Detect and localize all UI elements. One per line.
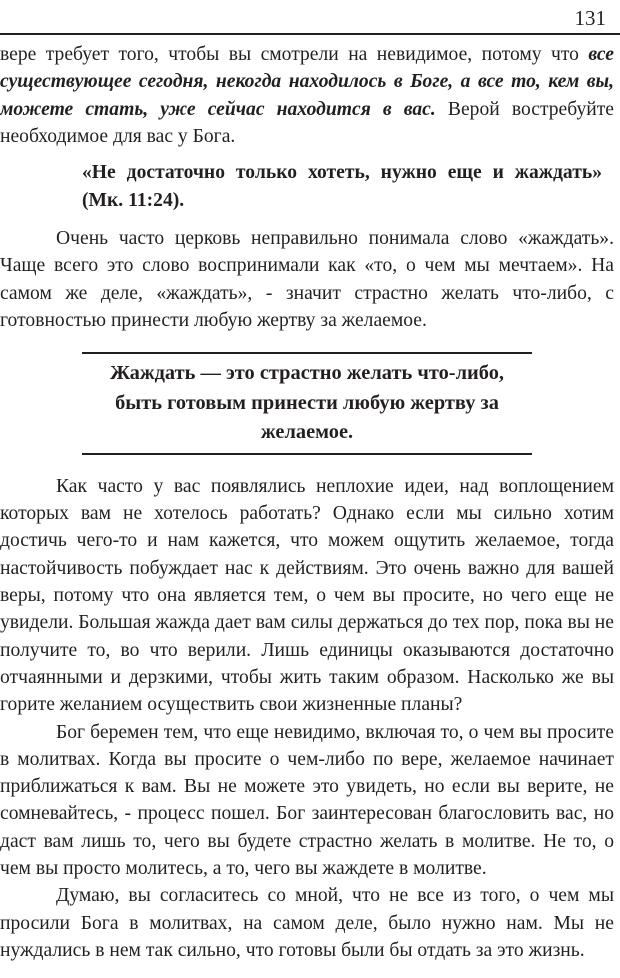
callout-line-2: быть готовым принести любую жертву за bbox=[115, 391, 499, 414]
header-rule bbox=[0, 33, 620, 35]
page-body bbox=[0, 41, 614, 964]
page-number: 131 bbox=[574, 6, 606, 30]
callout-line-3: желаемое. bbox=[260, 421, 354, 444]
paragraph-intro-lead: вере требует того, чтобы вы смотрели на невидимое, потому что bbox=[0, 44, 589, 65]
paragraph-church: Очень часто церковь неправильно понимала слово «жаждать». Чаще всего это слово воспринимали как «то, о чем мы мечтаем». На самом же деле, «жаждать», - значит страстно желать что-либо, с готовностью принести любую жертву за желаемое. bbox=[0, 228, 614, 332]
paragraph-god: Бог беремен тем, что еще невидимо, включая то, о чем вы просите в молитвах. Когда вы просите о чем-либо по вере, желаемое начинает приближаться к вам. Вы не можете это увидеть, но если вы верите, не сомневайтесь, - процесс пошел. Бог заинтересован благословить вас, но даст вам лишь то, чего вы будете страстно желать в молитве. Не то, о чем вы просто молитесь, а то, чего вы жаждете в молитве. bbox=[0, 721, 614, 880]
paragraph-intro-tail: Верой востребуйте необходимое для вас у Бога. bbox=[0, 98, 615, 147]
scripture-quote: «Не достаточно только хотеть, нужно еще и жаждать» (Мк. 11:24). bbox=[82, 162, 602, 212]
callout-line-1: Жаждать — это страстно желать что-либо, bbox=[109, 362, 505, 385]
callout-box bbox=[82, 352, 532, 455]
paragraph-agree: Думаю, вы согласитесь со мной, что не все из того, о чем мы просили Бога в молитвах, на самом деле, было нужно нам. Мы не нуждались в нем так сильно, что готовы были бы отдать за это жизнь. bbox=[0, 885, 614, 961]
paragraph-intro bbox=[0, 41, 614, 150]
paragraph-intro-emphasis: все существующее сегодня, некогда находилось в Боге, а все то, кем вы, можете стать, уже сейчас находится в вас. bbox=[0, 44, 614, 120]
paragraph-ideas: Как часто у вас появлялись неплохие идеи, над воплощением которых вам не хотелось работать? Однако если мы сильно хотим достичь чего-то и нам кажется, что можем ощутить желаемое, тогда настойчивость побуждает нас к действиям. Это очень важно для вашей веры, потому что она является тем, о чем вы просите, но чего еще не увидели. Большая жажда дает вам силы держаться до тех пор, пока вы не получите то, во что верили. Лишь единицы оказываются достаточно отчаянными и дерзкими, чтобы жить таким образом. Насколько же вы горите желанием осуществить свои жизненные планы? bbox=[0, 475, 614, 716]
